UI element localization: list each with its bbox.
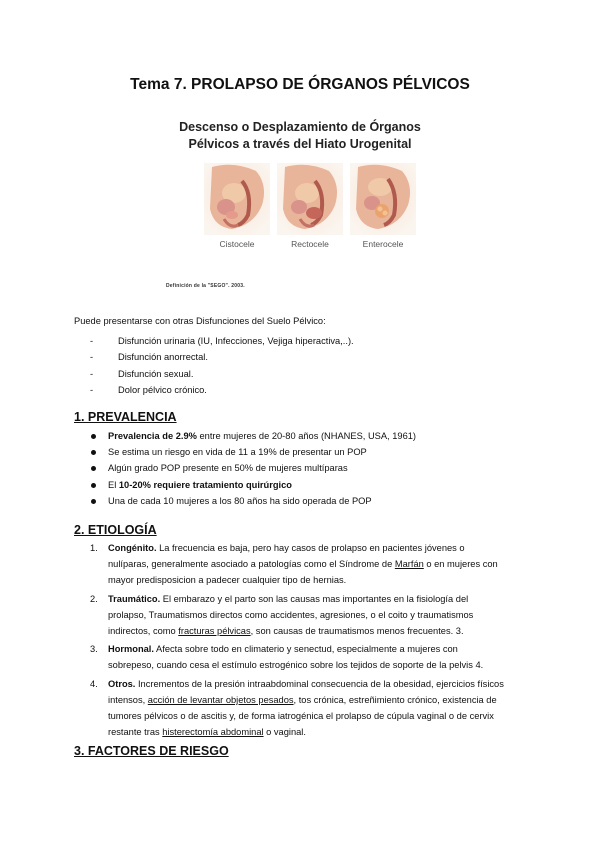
figure-credit: Definición de la "SEGO". 2003. [166,283,245,289]
page-title: Tema 7. PROLAPSO DE ÓRGANOS PÉLVICOS [130,76,470,93]
item-number: 2. [90,593,98,604]
item-text: entre mujeres de 20-80 años (NHANES, USA, 1961) [196,431,417,441]
prolapse-diagrams [204,163,416,235]
figure-title [0,119,600,153]
underlined-text: Marfán [394,558,424,569]
bold-text: Traumático. [108,593,161,604]
item-text: El [108,479,119,490]
item-text: , son causas de traumatismos menos frecuentes. 3. [250,625,464,636]
list-item: Algún grado POP presente en 50% de mujeres multíparas [74,460,416,476]
list-item: - Dolor pélvico crónico. [74,382,354,398]
section-heading-factores: 3. FACTORES DE RIESGO [74,744,229,758]
item-text: o vaginal. [263,726,306,737]
section-heading-prevalencia: 1. PREVALENCIA [74,410,177,424]
list-item: Una de cada 10 mujeres a los 80 años ha sido operada de POP [74,493,416,509]
item-text: Afecta sobre todo en climaterio y senectud, especialmente a mujeres con sobrepeso, cuando cesa el estímulo estrogénico sobre los tejidos de soporte de la pelvis 4. [108,644,484,671]
figure-title-line-2: Pélvicos a través del Hiato Urogenital [188,137,412,151]
caption-rectocele: Rectocele [291,239,329,249]
item-number: 3. [90,644,98,655]
prevalencia-list [74,428,416,509]
list-item [74,677,504,741]
list-item [74,541,504,589]
figure-title-line-1: Descenso o Desplazamiento de Órganos [179,120,421,134]
list-item: Se estima un riesgo en vida de 11 a 19% de presentar un POP [74,444,416,460]
list-item [74,592,504,640]
bold-text: Prevalencia de 2.9% [108,431,197,441]
list-item: - Disfunción anorrectal. [74,349,354,365]
bold-text: Hormonal. [108,644,154,655]
bold-text: 10-20% requiere tratamiento quirúrgico [118,479,292,490]
item-text: El embarazo y el parto son las causas mas importantes en la fisiología del prolapso, Traumatismos directos como accidentes, agresiones, o el coito y traumatismos indirectos, como [108,593,474,636]
rectocele-image [277,163,343,235]
cistocele-image [204,163,270,235]
underlined-text: fracturas pélvicas [178,625,251,636]
caption-cistocele: Cistocele [219,239,255,249]
list-item [74,428,416,444]
item-text: La frecuencia es baja, pero hay casos de prolapso en pacientes jóvenes o nulíparas, generalmente asociado a patologías como el Síndrome de [108,543,465,569]
item-number: 1. [90,543,98,553]
enterocele-image [350,163,416,235]
intro-text: Puede presentarse con otras Disfunciones del Suelo Pélvico: [74,316,326,326]
anatomy-illustration [204,163,416,235]
underlined-text: histerectomía abdominal [162,726,264,737]
list-item: - Disfunción sexual. [74,366,354,382]
underlined-text: acción de levantar objetos pesados [147,695,294,706]
disorders-list [74,333,354,398]
item-text: Incrementos de la presión intraabdominal consecuencia de la obesidad, ejercicios físicos intensos, [108,679,504,706]
section-heading-etiologia: 2. ETIOLOGÍA [74,523,157,537]
etiologia-list [74,541,504,744]
bold-text: Otros. [108,679,136,690]
caption-enterocele: Enterocele [362,239,404,249]
list-item: - Disfunción urinaria (IU, Infecciones, Vejiga hiperactiva,..). [74,333,354,349]
item-text: , tos crónica, estreñimiento crónico, existencia de tumores pélvicos o de ascitis y, de forma iatrogénica el prolapso de cúpula vaginal o de cervix restante tras [108,695,497,737]
list-item [74,477,416,493]
bold-text: Congénito. [108,543,157,553]
figure-captions [204,239,416,253]
item-number: 4. [90,679,98,690]
list-item [74,642,504,674]
item-text: o en mujeres con mayor predisposicion a padecer cualquier tipo de hernias. [108,558,498,585]
